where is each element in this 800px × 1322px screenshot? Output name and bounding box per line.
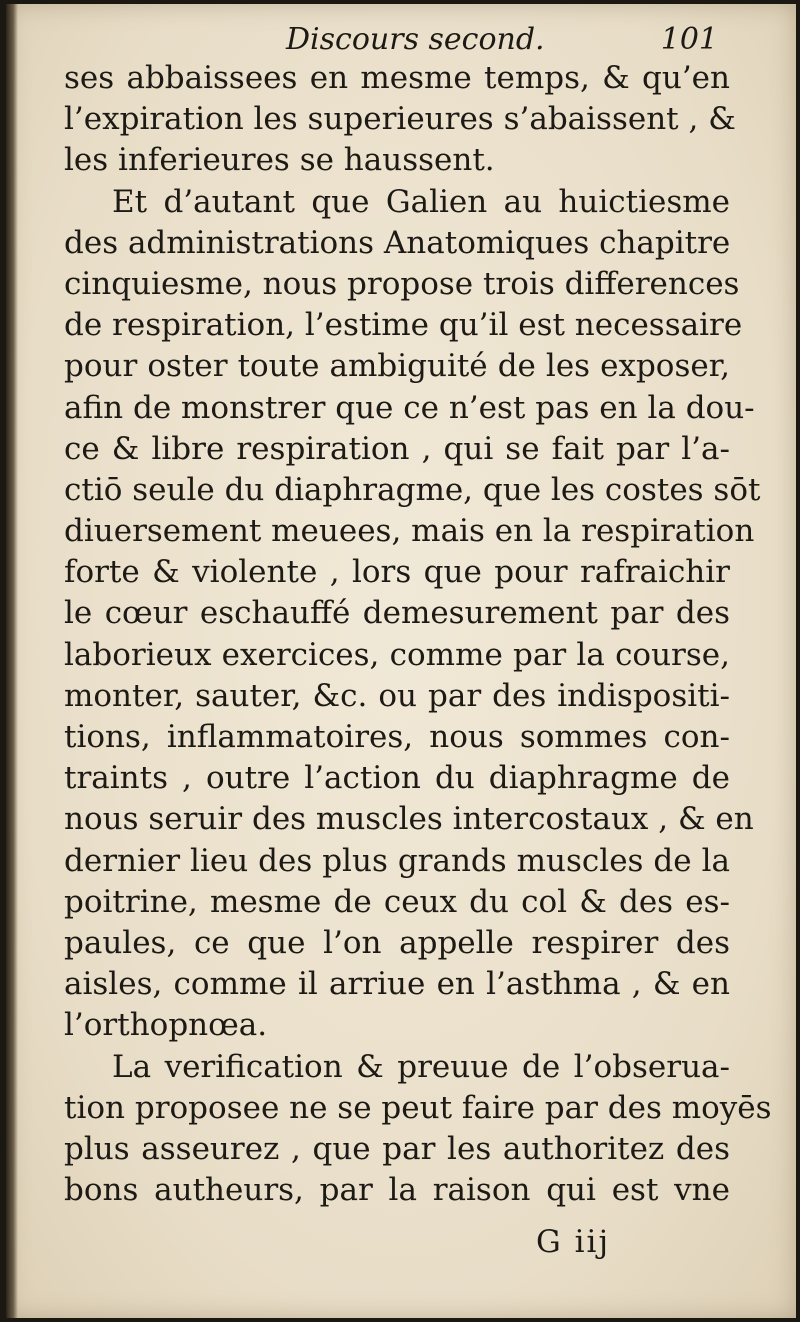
text-line: l’expiration les superieures s’abaissent , & xyxy=(64,101,736,138)
text-line: le cœur eschauffé demesurement par des xyxy=(64,595,730,632)
text-line: poitrine, mesme de ceux du col & des es- xyxy=(64,883,730,920)
page-number: 101 xyxy=(660,22,718,57)
text-line: forte & violente , lors que pour rafraichir xyxy=(64,554,730,591)
text-line: Et d’autant que Galien au huictiesme xyxy=(112,183,730,220)
text-line: tion proposee ne se peut faire par des moyēs xyxy=(64,1089,772,1126)
text-line: l’orthopnœa. xyxy=(64,1007,268,1044)
text-line: de respiration, l’estime qu’il est necessaire xyxy=(64,307,743,344)
text-line: pour oster toute ambiguité de les exposer, xyxy=(64,348,730,385)
text-line: nous seruir des muscles intercostaux , & en xyxy=(64,801,754,838)
text-line: plus asseurez , que par les authoritez des xyxy=(64,1130,730,1167)
text-line: monter, sauter, &c. ou par des indispositi- xyxy=(64,677,730,714)
running-head: Discours second. xyxy=(286,22,545,57)
page-gutter-shadow xyxy=(6,4,18,1318)
text-line: afin de monstrer que ce n’est pas en la dou- xyxy=(64,389,755,426)
text-line: cinquiesme, nous propose trois differences xyxy=(64,265,740,302)
text-line: dernier lieu des plus grands muscles de la xyxy=(64,842,730,879)
text-line: bons autheurs, par la raison qui est vne xyxy=(64,1172,730,1209)
text-line: paules, ce que l’on appelle respirer des xyxy=(64,924,730,961)
body-text xyxy=(64,58,772,1211)
text-line: diuersement meuees, mais en la respiration xyxy=(64,513,755,550)
text-line: La verification & preuue de l’obserua- xyxy=(112,1048,730,1085)
text-line: ses abbaissees en mesme temps, & qu’en xyxy=(64,60,730,96)
text-line: laborieux exercices, comme par la course, xyxy=(64,636,730,673)
text-line: traints , outre l’action du diaphragme de xyxy=(64,760,730,797)
text-line: ctiō seule du diaphragme, que les costes sōt xyxy=(64,471,761,508)
text-line: les inferieures se haussent. xyxy=(64,142,495,179)
text-line: tions, inflammatoires, nous sommes con- xyxy=(64,719,730,755)
text-line: des administrations Anatomiques chapitre xyxy=(64,224,731,261)
signature-mark: G iij xyxy=(536,1224,611,1260)
text-line: aisles, comme il arriue en l’asthma , & en xyxy=(64,966,730,1003)
text-line: ce & libre respiration , qui se fait par l’a- xyxy=(64,430,730,467)
